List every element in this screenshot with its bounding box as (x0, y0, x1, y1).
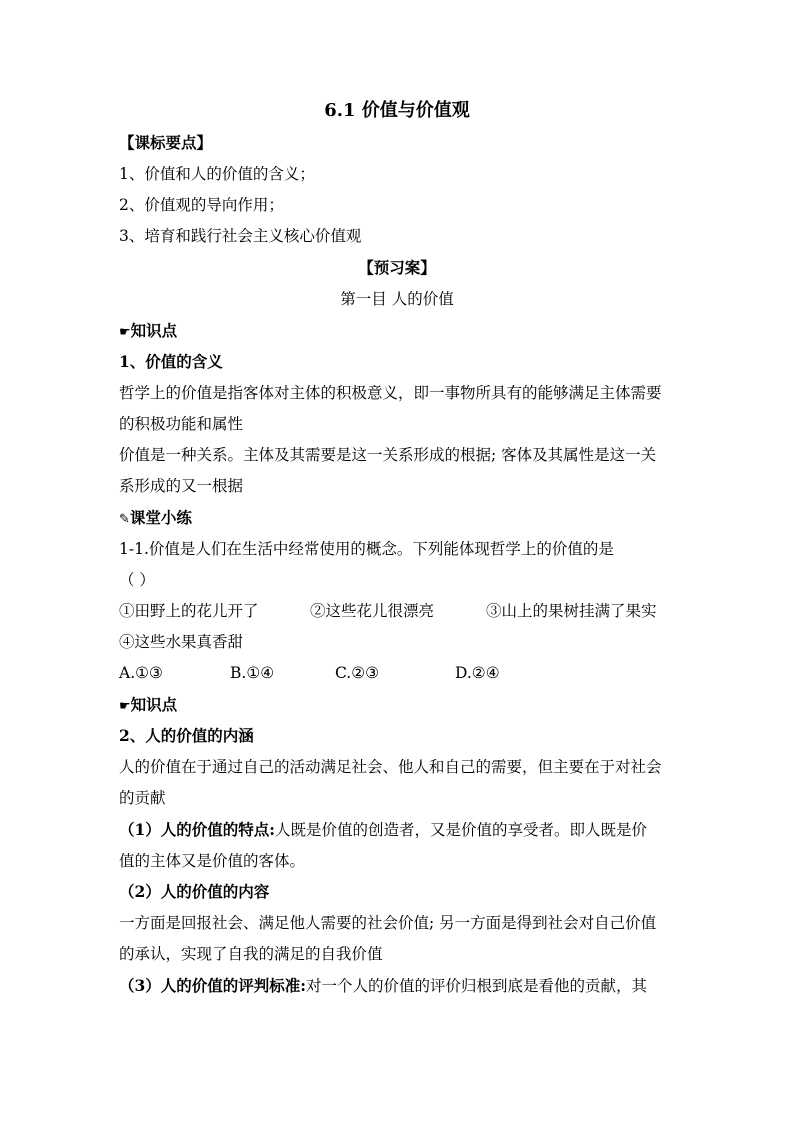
section-heading: 1、价值的含义 (119, 352, 223, 371)
curriculum-item: 3、培育和践行社会主义核心价值观 (119, 227, 362, 245)
knowledge-point-marker (119, 320, 177, 344)
pointing-hand-icon: ☛ (119, 325, 131, 340)
curriculum-item: 1、价值和人的价值的含义； (119, 165, 315, 183)
knowledge-point-marker (119, 694, 177, 718)
choice-option: B.①④ (230, 664, 275, 682)
paragraph-line: 价值是一种关系。主体及其需要是这一关系形成的根据; 客体及其属性是这一关 (119, 446, 657, 464)
point-line (119, 975, 647, 997)
paragraph-line: 的贡献 (119, 789, 166, 807)
paragraph-line: 系形成的又一根据 (119, 477, 244, 495)
point-label: （1）人的价值的特点: (119, 820, 276, 839)
point-line (119, 819, 647, 841)
statement: ④这些水果真香甜 (119, 633, 244, 651)
section-heading: 2、人的价值的内涵 (119, 726, 254, 745)
statement: ③山上的果树挂满了果实 (486, 602, 657, 620)
pencil-icon: ✎ (119, 512, 130, 527)
paragraph-line: 人的价值在于通过自己的活动满足社会、他人和自己的需要，但主要在于对社会 (119, 758, 662, 776)
preview-subheading: 第一目 人的价值 (340, 290, 454, 308)
point-label: （3）人的价值的评判标准: (119, 976, 307, 995)
paragraph-line: 的承认，实现了自我的满足的自我价值 (119, 945, 383, 963)
paragraph-line: 哲学上的价值是指客体对主体的积极意义，即一事物所具有的能够满足主体需要 (119, 384, 662, 402)
marker-label: 知识点 (130, 695, 178, 714)
preview-heading: 【预习案】 (358, 258, 436, 277)
paragraph-line: 值的主体又是价值的客体。 (119, 852, 306, 870)
point-label: （2）人的价值的内容 (119, 882, 270, 901)
curriculum-heading: 【课标要点】 (119, 133, 213, 152)
answer-blank: （ ） (119, 571, 155, 589)
question-text: 1-1.价值是人们在生活中经常使用的概念。下列能体现哲学上的价值的是 (119, 540, 614, 558)
choice-option: A.①③ (119, 664, 163, 682)
statement: ②这些花儿很漂亮 (310, 602, 435, 620)
pointing-hand-icon: ☛ (119, 699, 131, 714)
choice-option: D.②④ (455, 664, 500, 682)
paragraph-line: 的积极功能和属性 (119, 415, 244, 433)
point-text: 对一个人的价值的评价归根到底是看他的贡献，其 (306, 977, 648, 995)
choice-option: C.②③ (335, 664, 380, 682)
curriculum-item: 2、价值观的导向作用； (119, 196, 284, 214)
point-text: 人既是价值的创造者，又是价值的享受者。即人既是价 (275, 821, 648, 839)
paragraph-line: 一方面是回报社会、满足他人需要的社会价值; 另一方面是得到社会对自己价值 (119, 914, 657, 932)
marker-label: 课堂小练 (129, 508, 192, 527)
marker-label: 知识点 (130, 321, 178, 340)
document-title: 6.1 价值与价值观 (324, 100, 470, 121)
practice-marker (119, 507, 192, 531)
statement: ①田野上的花儿开了 (119, 602, 259, 620)
